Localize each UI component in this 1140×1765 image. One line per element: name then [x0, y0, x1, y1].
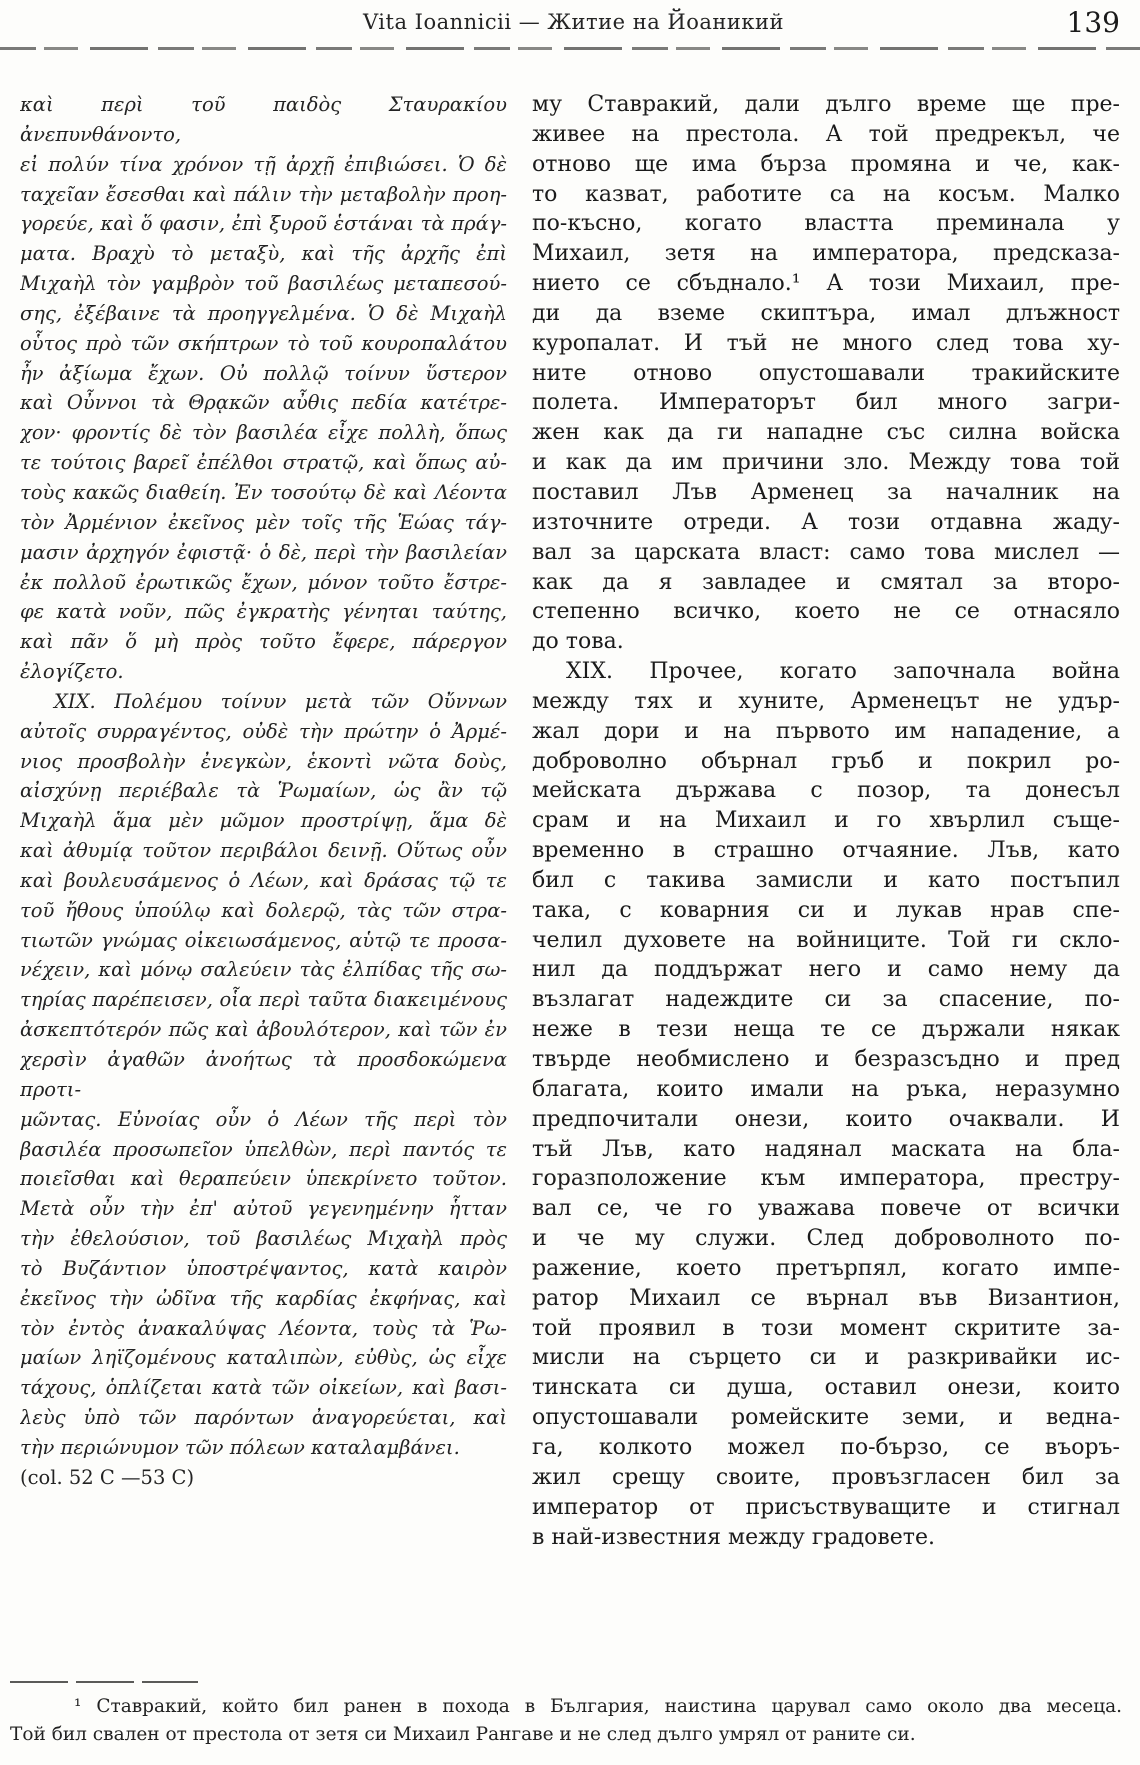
bulgarian-text-line: по-късно, когато властта преминала у: [532, 211, 1120, 237]
bulgarian-text-line: опустошавали ромейските земи, и ведна-: [532, 1405, 1120, 1431]
greek-text-line: νέχειν, καὶ μόνῳ σαλεύειν τὰς ἐλπίδας τῆς σω-: [20, 958, 507, 982]
page-number: 139: [1066, 6, 1120, 39]
footnote-divider: [10, 1680, 198, 1683]
running-title: Vita Ioannicii — Житие на Йоаникий: [363, 10, 785, 34]
header-rule-divider: [0, 46, 1140, 50]
bulgarian-text-line: ните отново опустошавали тракийските: [532, 360, 1120, 386]
bulgarian-text-line: нил да поддържат него и само нему да: [532, 957, 1120, 983]
bulgarian-text-line: челил духовете на войниците. Той ги скло-: [532, 927, 1120, 953]
greek-text-line: καὶ πᾶν ὅ μὴ πρὸς τοῦτο ἔφερε, πάρεργον: [20, 630, 507, 654]
greek-text-line: εἰ πολύν τίνα χρόνον τῇ ἀρχῇ ἐπιβιώσει. Ὁ δὲ: [20, 152, 507, 176]
greek-text-line: ἀσκεπτότερόν πῶς καὶ ἀβουλότερον, καὶ τῶν ἐν: [20, 1018, 507, 1042]
footnote-line: ¹ Ставракий, който бил ранен в похода в България, наистина царувал само около два месеца.: [74, 1696, 1122, 1717]
bulgarian-text-line: твърде необмислено и безразсъдно и пред: [532, 1047, 1120, 1072]
greek-text-line: Μετὰ οὖν τὴν ἐπ' αὐτοῦ γεγενημένην ἧτταν: [20, 1197, 507, 1221]
greek-text-line: καὶ περὶ τοῦ παιδὸς Σταυρακίου ἀνεπυνθάνοντο,: [20, 93, 507, 146]
bulgarian-text-line: полета. Императорът бил много загри-: [532, 390, 1120, 416]
greek-text-line: καὶ ἀθυμίᾳ τοῦτον περιβάλοι δεινῇ. Οὕτως οὖν: [20, 839, 507, 863]
greek-text-line: Μιχαὴλ ἅμα μὲν μῶμον προστρίψῃ, ἅμα δὲ: [20, 809, 507, 833]
greek-text-line: μῶντας. Εὐνοίας οὖν ὁ Λέων τῆς περὶ τὸν: [20, 1107, 507, 1131]
bulgarian-text-line: ражение, което претърпял, когато импе-: [532, 1255, 1120, 1281]
bulgarian-text-line: степенно всичко, което не се отнасяло: [532, 599, 1120, 625]
bulgarian-text-line: XIX. Прочее, когато започнала война: [566, 659, 1120, 685]
footnote-line: Той бил свален от престола от зетя си Михаил Рангаве и не след дълго умрял от раните си.: [10, 1723, 916, 1745]
greek-text-line: τηρίας παρέπεισεν, οἷα περὶ ταῦτα διακειμένους: [20, 988, 507, 1012]
greek-text-line: οὗτος πρὸ τῶν σκήπτρων τὸ τοῦ κουροπαλάτου: [20, 331, 507, 355]
bulgarian-text-line: до това.: [532, 629, 624, 655]
greek-text-line: (col. 52 C —53 C): [20, 1465, 195, 1489]
page-header: [0, 0, 1140, 42]
bulgarian-text-line: срам и на Михаил и го хвърлил съще-: [532, 808, 1120, 834]
bulgarian-text-line: отново ще има бърза промяна и че, как-: [532, 151, 1120, 177]
greek-text-line: ἐκ πολλοῦ ἐρωτικῶς ἔχων, μόνον τοῦτο ἔστρε-: [20, 570, 507, 594]
greek-text-line: αἰσχύνῃ περιέβαλε τὰ Ῥωμαίων, ὡς ἂν τῷ: [20, 779, 507, 803]
bulgarian-text-line: ратор Михаил се върнал във Византион,: [532, 1285, 1120, 1311]
bulgarian-text-line: как да я завладее и смятал за второ-: [532, 569, 1120, 595]
bulgarian-text-line: в най-известния между градовете.: [532, 1524, 935, 1550]
bulgarian-text-line: източните отреди. А този отдавна жаду-: [532, 509, 1120, 535]
bulgarian-text-line: то казват, работите са на косъм. Малко: [532, 181, 1120, 207]
greek-text-line: τοῦ ἤθους ὑπούλῳ καὶ δολερῷ, τὰς τῶν στρα-: [20, 898, 507, 922]
greek-text-line: τιωτῶν γνώμας οἰκειωσάμενος, αὑτῷ τε προσα-: [20, 928, 507, 952]
bulgarian-text-line: и как да им причини зло. Между това той: [532, 450, 1120, 476]
bulgarian-column: [532, 90, 1120, 1552]
bulgarian-text-line: тинската си душа, оставил онези, които: [532, 1375, 1120, 1401]
bulgarian-text-line: бил с такива замисли и като постъпил: [532, 867, 1120, 893]
bulgarian-text-line: жен как да ги нападне със силна войска: [532, 420, 1120, 446]
greek-text-line: λεὺς ὑπὸ τῶν παρόντων ἀναγορεύεται, καὶ: [20, 1406, 507, 1430]
bulgarian-text-line: мисли на сърцето си и разкривайки ис-: [532, 1345, 1120, 1371]
bulgarian-text-line: неже в тези неща те се държали някак: [532, 1017, 1120, 1043]
bulgarian-text-line: така, с коварния си и лукав нрав спе-: [532, 897, 1120, 923]
greek-text-line: μαίων ληϊζομένους καταλιπὼν, εὐθὺς, ὡς εἶχε: [20, 1346, 507, 1370]
bulgarian-text-line: император от присъствуващите и стигнал: [532, 1494, 1120, 1520]
greek-text-line: νιος προσβολὴν ἐνεγκὼν, ἑκοντὶ νῶτα δοὺς,: [20, 749, 507, 773]
greek-text-line: τε τούτοις βαρεῖ ἐπέλθοι στρατῷ, καὶ ὅπως αὐ-: [20, 451, 507, 475]
bulgarian-text-line: живее на престола. А той предрекъл, че: [532, 121, 1120, 147]
greek-text-line: ἐκεῖνος τὴν ὠδῖνα τῆς καρδίας ἐκφήνας, καὶ: [20, 1286, 507, 1310]
bulgarian-text-line: възлагат надеждите си за спасение, по-: [532, 987, 1120, 1013]
greek-text-line: ἐλογίζετο.: [20, 660, 124, 684]
greek-text-line: τὸν Ἀρμένιον ἐκεῖνος μὲν τοῖς τῆς Ἑώας τάγ-: [20, 510, 507, 534]
footnote-area: [10, 1680, 1122, 1748]
bulgarian-text-line: вал се, че го уважава повече от всички: [532, 1196, 1120, 1222]
bulgarian-text-line: мейската държава с позор, та донесъл: [532, 778, 1120, 804]
greek-text-line: γορεύε, καὶ ὅ φασιν, ἐπὶ ξυροῦ ἑστάναι τὰ πράγ-: [20, 212, 507, 236]
bulgarian-text-line: тъй Лъв, като надянал маската на бла-: [532, 1136, 1120, 1162]
bulgarian-text-line: нието се сбъднало.¹ А този Михаил, пре-: [532, 271, 1120, 297]
bulgarian-text-line: жил срещу своите, провъзгласен бил за: [532, 1464, 1120, 1490]
greek-text-line: ταχεῖαν ἔσεσθαι καὶ πάλιν τὴν μεταβολὴν προη-: [20, 182, 507, 206]
greek-text-line: τάχους, ὁπλίζεται κατὰ τῶν οἰκείων, καὶ βασι-: [20, 1376, 507, 1400]
greek-text-line: αὐτοῖς συρραγέντος, οὐδὲ τὴν πρώτην ὁ Ἀρμέ-: [20, 719, 507, 743]
bulgarian-text-line: между тях и хуните, Арменецът не удър-: [532, 688, 1120, 714]
greek-text-line: τὸν ἐντὸς ἀνακαλύψας Λέοντα, τοὺς τὰ Ῥω-: [20, 1316, 507, 1340]
greek-text-line: χερσὶν ἀγαθῶν ἀνοήτως τὰ προσδοκώμενα προτι-: [20, 1048, 507, 1101]
bulgarian-text-line: и че му служи. След доброволното по-: [532, 1226, 1120, 1252]
bulgarian-text-line: временно в страшно отчаяние. Лъв, като: [532, 838, 1120, 864]
bulgarian-text-line: доброволно обърнал гръб и покрил ро-: [532, 748, 1120, 774]
bulgarian-text-line: Михаил, зетя на императора, предсказа-: [532, 241, 1120, 267]
bulgarian-text-line: му Ставракий, дали дълго време ще пре-: [532, 92, 1120, 117]
greek-text-line: ματα. Βραχὺ τὸ μεταξὺ, καὶ τῆς ἀρχῆς ἐπὶ: [20, 242, 507, 266]
bulgarian-text-line: вал за царската власт: само това мислел —: [532, 539, 1120, 565]
greek-text-line: XIX. Πολέμου τοίνυν μετὰ τῶν Οὔννων: [54, 689, 507, 713]
bulgarian-text-line: жал дори и на първото им нападение, а: [532, 718, 1120, 744]
greek-text-line: τοὺς κακῶς διαθείη. Ἐν τοσούτῳ δὲ καὶ Λέοντα: [20, 480, 507, 504]
greek-text-line: Μιχαὴλ τὸν γαμβρὸν τοῦ βασιλέως μεταπεσού-: [20, 272, 507, 296]
bulgarian-text-line: ди да вземе скиптъра, имал длъжност: [532, 300, 1120, 326]
bulgarian-text-line: куропалат. И тъй не много след това ху-: [532, 330, 1120, 356]
greek-text-line: ἦν ἀξίωμα ἔχων. Οὐ πολλῷ τοίνυν ὕστερον: [20, 361, 507, 385]
footnote-text: [10, 1693, 1122, 1748]
greek-text-line: μασιν ἀρχηγόν ἐφιστᾷ· ὁ δὲ, περὶ τὴν βασιλείαν: [20, 540, 507, 564]
bulgarian-text-line: той проявил в този момент скритите за-: [532, 1315, 1120, 1341]
bulgarian-text-line: благата, които имали на ръка, неразумно: [532, 1076, 1120, 1102]
bulgarian-text-line: горазположение към императора, престру-: [532, 1166, 1120, 1192]
greek-text-line: ποιεῖσθαι καὶ θεραπεύειν ὑπεκρίνετο τοῦτον.: [20, 1167, 507, 1191]
bulgarian-text-line: поставил Лъв Арменец за началник на: [532, 479, 1120, 505]
bulgarian-text-line: га, колкото можел по-бързо, се въоръ-: [532, 1434, 1120, 1460]
greek-text-line: τὸ Βυζάντιον ὑποστρέψαντος, κατὰ καιρὸν: [20, 1256, 507, 1280]
greek-text-line: φε κατὰ νοῦν, πῶς ἐγκρατὴς γένηται ταύτης,: [20, 600, 507, 624]
greek-text-line: τὴν ἐθελούσιον, τοῦ βασιλέως Μιχαὴλ πρὸς: [20, 1227, 507, 1251]
greek-text-line: καὶ βουλευσάμενος ὁ Λέων, καὶ δράσας τῷ τε: [20, 868, 507, 892]
bulgarian-text-line: предпочитали онези, които очаквали. И: [532, 1106, 1120, 1132]
greek-text-line: σης, ἐξέβαινε τὰ προηγγελμένα. Ὁ δὲ Μιχαὴλ: [20, 301, 507, 325]
greek-text-line: τὴν περιώνυμον τῶν πόλεων καταλαμβάνει.: [20, 1435, 460, 1459]
greek-text-line: χον· φροντίς δὲ τὸν βασιλέα εἶχε πολλὴ, ὅπως: [20, 421, 507, 445]
content-columns: [0, 50, 1140, 1552]
greek-text-line: καὶ Οὖννοι τὰ Θρᾳκῶν αὖθις πεδία κατέτρε-: [20, 391, 507, 415]
greek-text-line: βασιλέα προσωπεῖον ὑπελθὼν, περὶ παντός τε: [20, 1137, 507, 1161]
greek-column: [20, 90, 507, 1552]
